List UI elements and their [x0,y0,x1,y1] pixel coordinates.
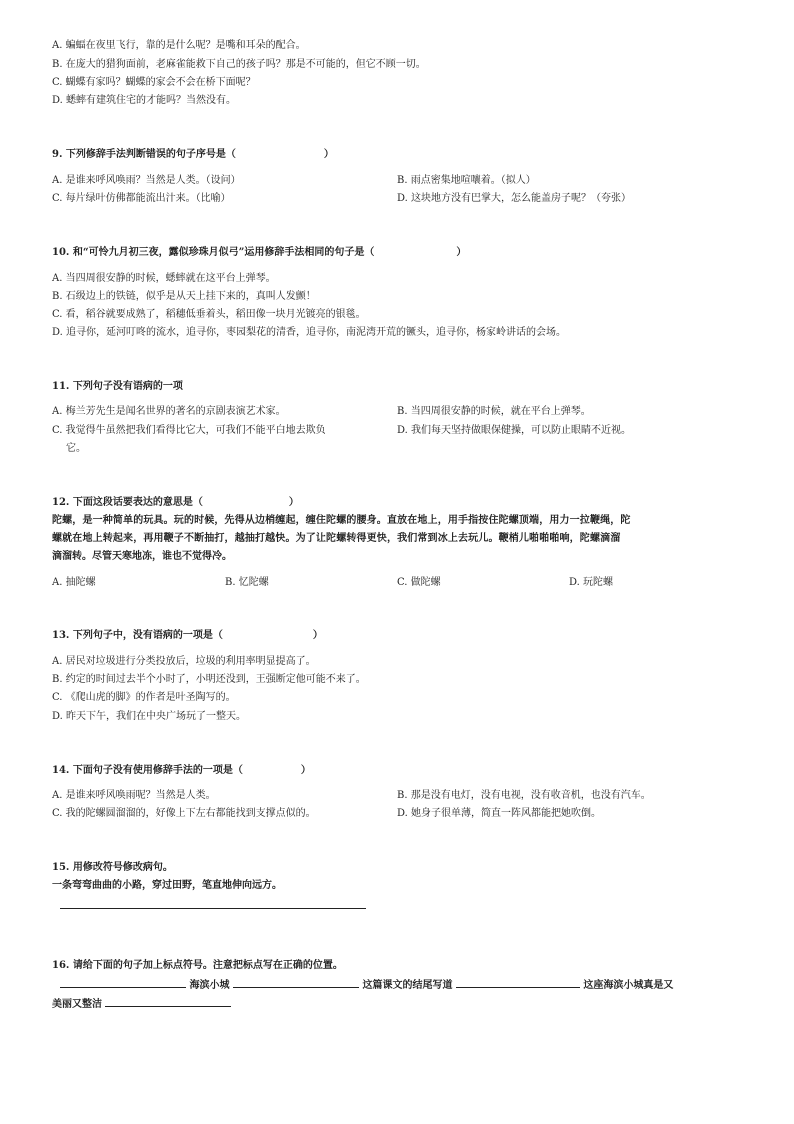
q12-option-c: C. 做陀螺 [397,577,441,588]
q11-option-d: D. 我们每天坚持做眼保健操，可以防止眼睛不近视。 [397,425,632,436]
q9-title [52,148,334,162]
q15-title: 15. 用修改符号修改病句。 [52,862,173,873]
q12-passage-line-2: 螺就在地上转起来，再用鞭子不断抽打，越抽打越快。为了让陀螺转得更快，我们常到冰上去玩儿。鞭梢儿啪啪啪响，陀螺滴溜 [52,533,621,544]
q16-part-1: 海滨小城 [189,980,230,991]
q11-option-a: A. 梅兰芳先生是闻名世界的著名的京剧表演艺术家。 [52,406,286,417]
q10-title-text: 10. 和“可怜九月初三夜，露似珍珠月似弓”运用修辞手法相同的句子是（ [52,247,375,258]
q13-title-close: ） [312,630,323,641]
q8-option-b: B. 在庞大的猎狗面前，老麻雀能救下自己的孩子吗？那是不可能的，但它不顾一切。 [52,59,426,70]
q16-part-2: 这篇课文的结尾写道 [362,980,453,991]
q13-title-text: 13. 下列句子中，没有语病的一项是（ [52,630,223,641]
q12-option-a: A. 抽陀螺 [52,577,96,588]
q15-answer-line[interactable] [60,908,366,909]
q14-option-b: B. 那是没有电灯，没有电视，没有收音机，也没有汽车。 [397,790,651,801]
q12-title-text: 12. 下面这段话要表达的意思是（ [52,497,203,508]
q16-blank-1[interactable] [60,976,186,988]
q10-option-d: D. 追寻你，延河叮咚的流水，追寻你，枣园梨花的清香，追寻你，南泥湾开荒的镢头，追寻你，杨家岭讲话的会场。 [52,327,567,338]
q13-option-a: A. 居民对垃圾进行分类投放后，垃圾的利用率明显提高了。 [52,656,316,667]
q16-blank-4[interactable] [105,995,231,1007]
q12-passage-line-3: 滴溜转。尽管天寒地冻，谁也不觉得冷。 [52,551,232,562]
q13-option-b: B. 约定的时间过去半个小时了，小明还没到，王强断定他可能不来了。 [52,674,366,685]
q13-option-d: D. 昨天下午，我们在中央广场玩了一整天。 [52,711,247,722]
q10-title [52,246,466,260]
q14-title [52,764,311,778]
q11-title: 11. 下列句子没有语病的一项 [52,381,183,392]
q11-option-c-continued: 它。 [66,443,86,454]
q8-option-c: C. 蝴蝶有家吗？蝴蝶的家会不会在桥下面呢？ [52,77,256,88]
q12-option-b: B. 忆陀螺 [225,577,269,588]
q12-title [52,496,299,510]
q16-blank-2[interactable] [233,976,359,988]
q11-option-c: C. 我觉得牛虽然把我们看得比它大，可我们不能平白地去欺负 [52,425,326,436]
q13-title [52,629,323,643]
q9-option-c: C. 每片绿叶仿佛都能流出汁来。（比喻） [52,193,231,204]
q14-option-d: D. 她身子很单薄，简直一阵风都能把她吹倒。 [397,808,602,819]
q16-blank-3[interactable] [456,976,580,988]
q8-option-d: D. 蟋蟀有建筑住宅的才能吗？当然没有。 [52,95,237,106]
q12-passage-line-1: 陀螺，是一种简单的玩具。玩的时候，先得从边梢缠起，缠住陀螺的腰身。直放在地上，用手指按住陀螺顶端，用力一拉鞭绳，陀 [52,515,631,526]
q14-option-a: A. 是谁来呼风唤雨呢？当然是人类。 [52,790,216,801]
q12-option-d: D. 玩陀螺 [569,577,614,588]
q10-title-close: ） [456,247,467,258]
q16-fill-area [52,976,750,1014]
q11-option-b: B. 当四周很安静的时候，就在平台上弹琴。 [397,406,591,417]
q13-option-c: C. 《爬山虎的脚》的作者是叶圣陶写的。 [52,692,236,703]
q12-title-close: ） [288,497,299,508]
q10-option-c: C. 看，稻谷就要成熟了，稻穗低垂着头，稻田像一块月光镀亮的银毯。 [52,309,366,320]
q16-part-3: 这座海滨小城真是又 [583,980,674,991]
q9-option-b: B. 雨点密集地喧嚷着。（拟人） [397,175,536,186]
q14-title-text: 14. 下面句子没有使用修辞手法的一项是（ [52,765,243,776]
q14-option-c: C. 我的陀螺圆溜溜的，好像上下左右都能找到支撑点似的。 [52,808,316,819]
q12-passage [52,512,742,566]
q10-option-b: B. 石级边上的铁链，似乎是从天上挂下来的，真叫人发颤！ [52,291,316,302]
q15-sentence: 一条弯弯曲曲的小路，穿过田野，笔直地伸向远方。 [52,880,282,891]
q9-title-text: 9. 下列修辞手法判断错误的句子序号是（ [52,149,236,160]
q10-option-a: A. 当四周很安静的时候，蟋蟀就在这平台上弹琴。 [52,273,276,284]
q16-part-4: 美丽又整洁 [52,999,102,1010]
q14-title-close: ） [300,765,311,776]
q16-title: 16. 请给下面的句子加上标点符号。注意把标点写在正确的位置。 [52,960,343,971]
q8-option-a: A. 蝙蝠在夜里飞行，靠的是什么呢？是嘴和耳朵的配合。 [52,40,306,51]
q9-option-a: A. 是谁来呼风唤雨？当然是人类。（设问） [52,175,241,186]
q9-title-close: ） [323,149,334,160]
q9-option-d: D. 这块地方没有巴掌大，怎么能盖房子呢？（夸张） [397,193,632,204]
